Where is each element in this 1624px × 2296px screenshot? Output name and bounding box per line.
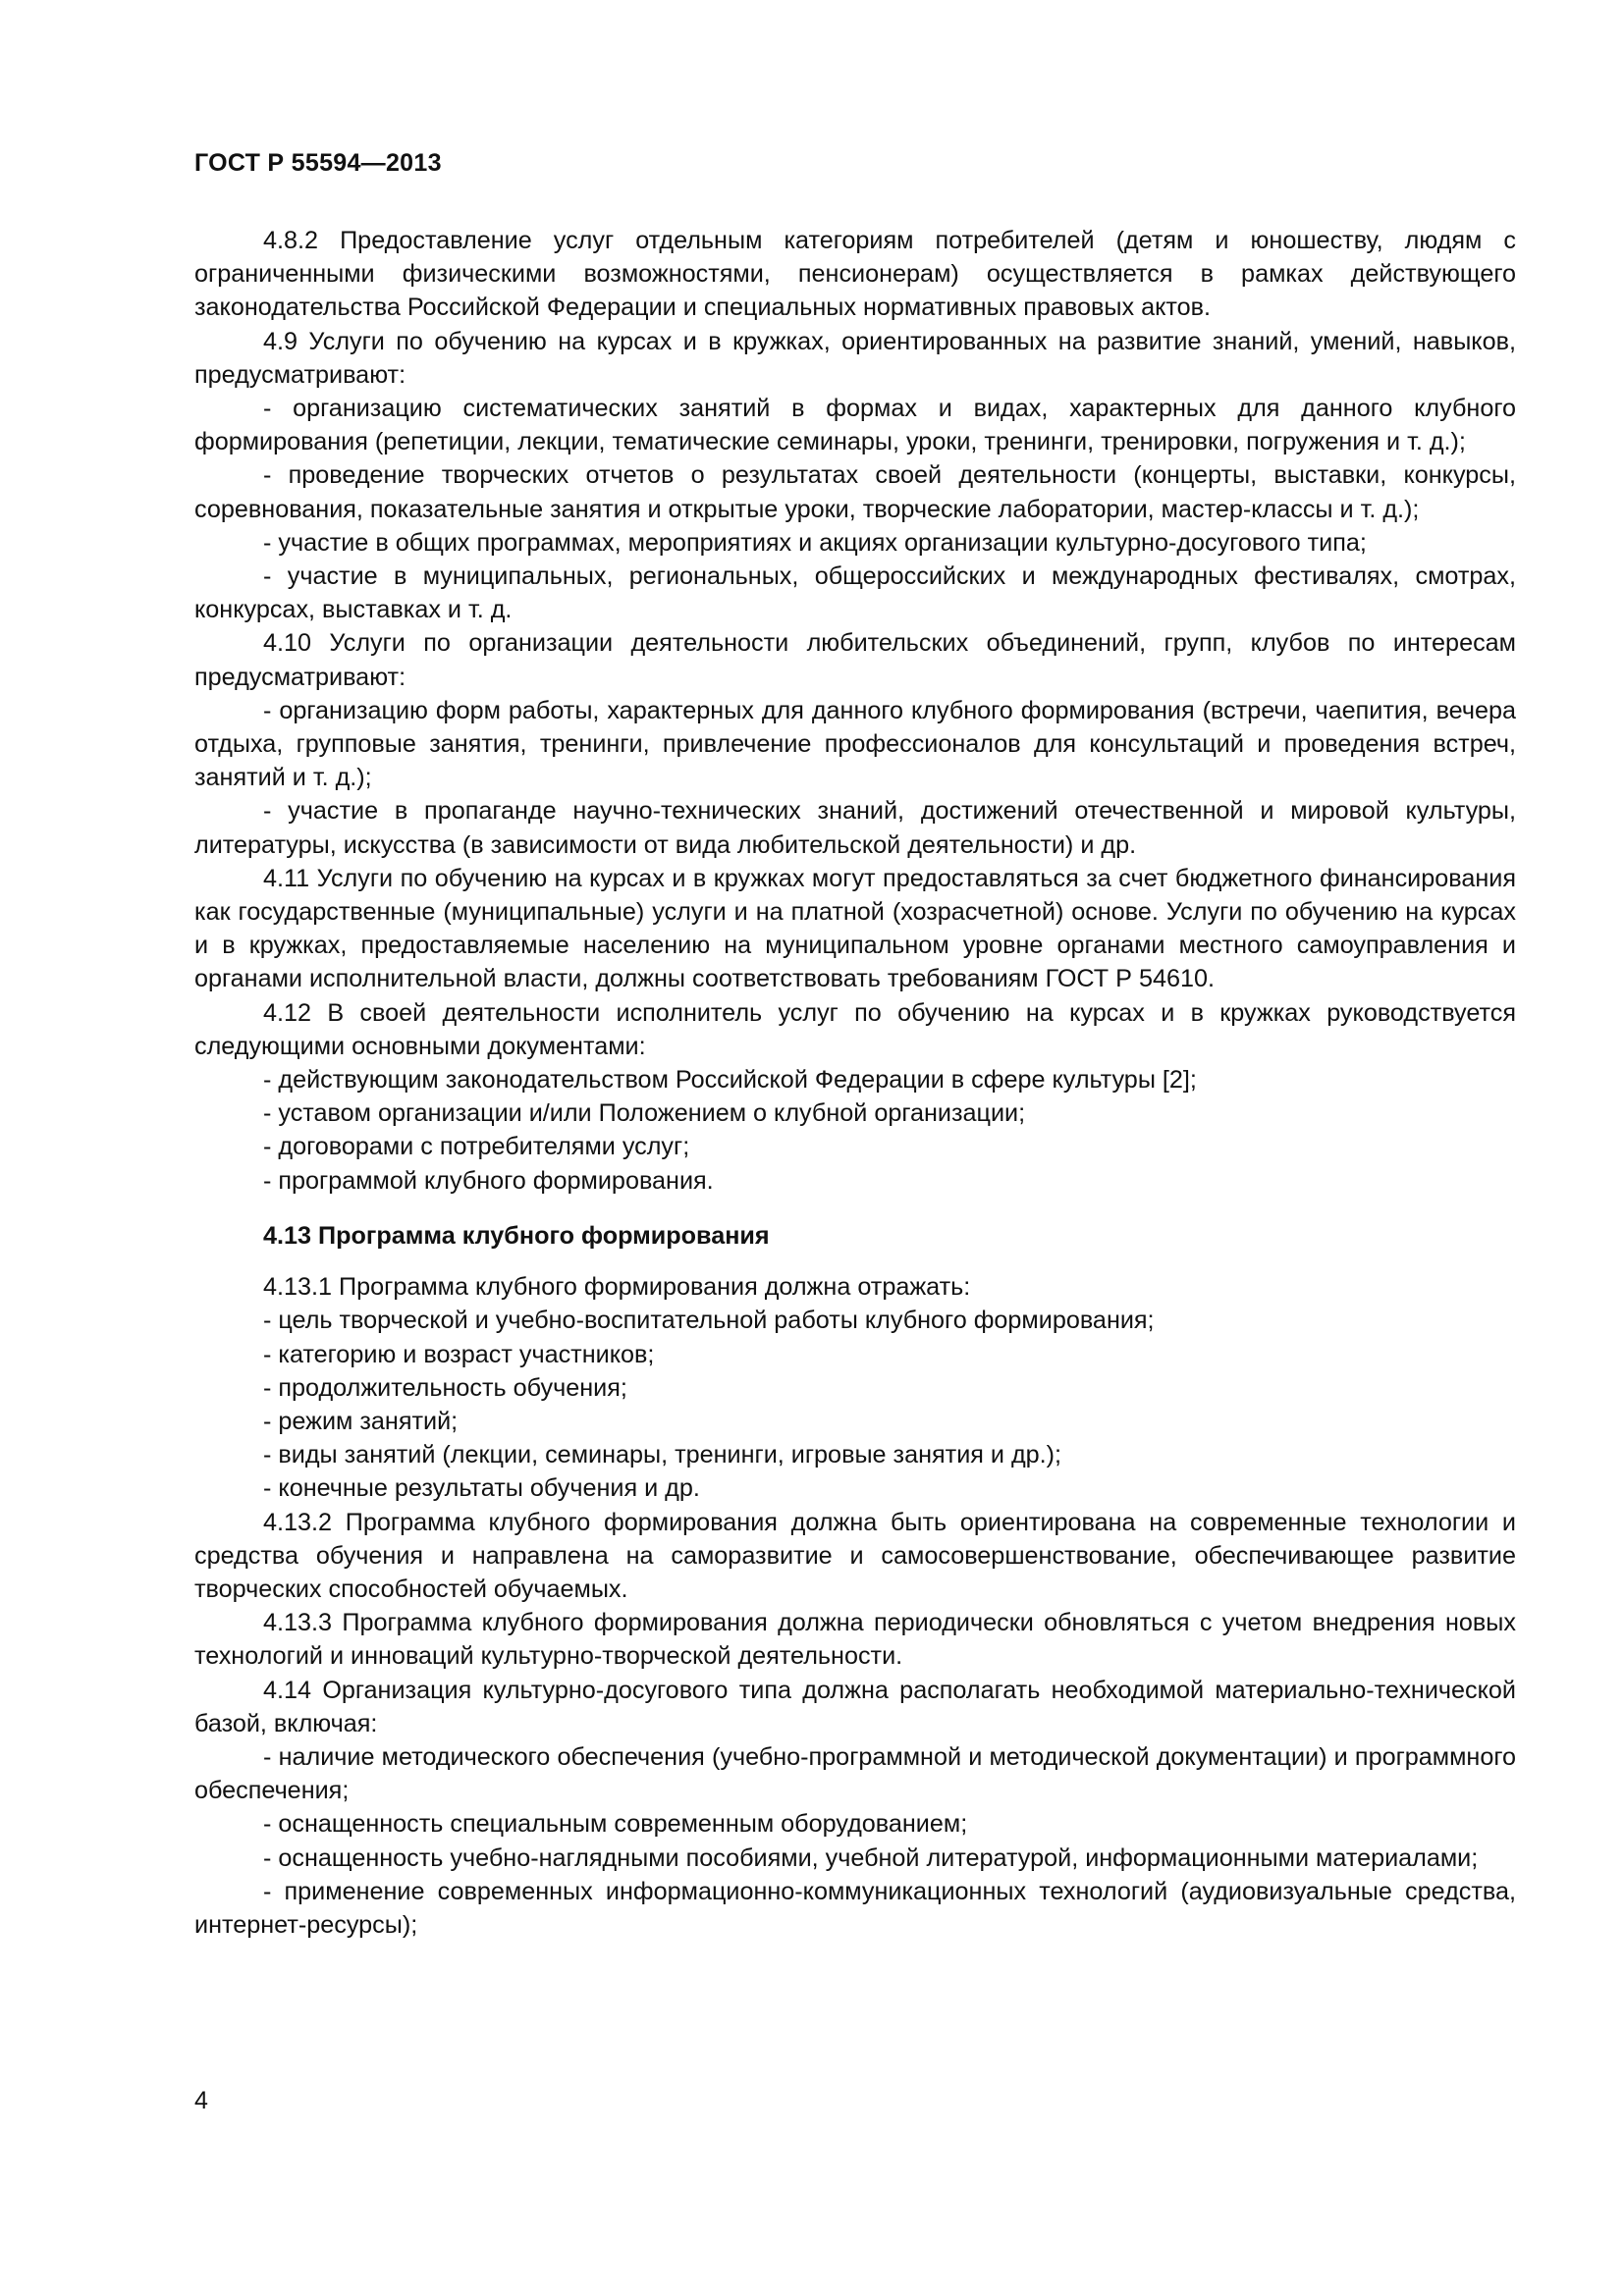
list-item: - организацию систематических занятий в формах и видах, характерных для данного клубного формирования (репетиции, лекции, тематические семинары, уроки, тренинги, тренировки, погружения и т. д.); xyxy=(194,395,1516,456)
paragraph-4-11: 4.11 Услуги по обучению на курсах и в кружках могут предоставляться за счет бюджетного финансирования как государственные (муниципальные) услуги и на платной (хозрасчетной) основе. Услуги по обучению на курсах и в кружках, предоставляемые населению на муниципальном уровне органами местного самоуправления и органами исполнительной власти, должны соответствовать требованиям ГОСТ Р 54610. xyxy=(194,864,1516,993)
list-item: - программой клубного формирования. xyxy=(263,1166,714,1195)
list-item: - участие в пропаганде научно-технических знаний, достижений отечественной и мировой культуры, литературы, искусства (в зависимости от вида любительской деятельности) и др. xyxy=(194,797,1516,859)
list-item: - организацию форм работы, характерных для данного клубного формирования (встречи, чаепития, вечера отдыха, групповые занятия, тренинги, привлечение профессионалов для консультаций и проведения встреч, занятий и т. д.); xyxy=(194,696,1516,792)
list-item: - категорию и возраст участников; xyxy=(263,1340,655,1368)
list-item: - уставом организации и/или Положением о клубной организации; xyxy=(263,1099,1026,1128)
list-item: - участие в муниципальных, региональных, общероссийских и международных фестивалях, смотрах, конкурсах, выставках и т. д. xyxy=(194,562,1516,624)
paragraph-4-13-3: 4.13.3 Программа клубного формирования должна периодически обновляться с учетом внедрения новых технологий и инноваций культурно-творческой деятельности. xyxy=(194,1609,1516,1671)
paragraph-4-13-1: 4.13.1 Программа клубного формирования должна отражать: xyxy=(263,1273,971,1302)
document-body xyxy=(194,224,1516,1942)
paragraph-4-8-2: 4.8.2 Предоставление услуг отдельным категориям потребителей (детям и юношеству, людям с ограниченными физическими возможностями, пенсионерам) осуществляется в рамках действующего законодательства Российской Федерации и специальных нормативных правовых актов. xyxy=(194,227,1516,322)
paragraph-4-13-2: 4.13.2 Программа клубного формирования должна быть ориентирована на современные технологии и средства обучения и направлена на саморазвитие и самосовершенствование, обеспечивающее развитие творческих способностей обучаемых. xyxy=(194,1508,1516,1603)
list-item: - договорами с потребителями услуг; xyxy=(263,1133,690,1161)
paragraph-4-9: 4.9 Услуги по обучению на курсах и в кружках, ориентированных на развитие знаний, умений, навыков, предусматривают: xyxy=(194,327,1516,389)
standard-code-header: ГОСТ Р 55594—2013 xyxy=(194,149,442,177)
list-item: - оснащенность специальным современным оборудованием; xyxy=(263,1810,968,1839)
paragraph-4-10: 4.10 Услуги по организации деятельности любительских объединений, групп, клубов по интересам предусматривают: xyxy=(194,629,1516,691)
list-item: - цель творческой и учебно-воспитательной работы клубного формирования; xyxy=(263,1307,1155,1335)
list-item: - режим занятий; xyxy=(263,1407,459,1435)
list-item: - проведение творческих отчетов о результатах своей деятельности (концерты, выставки, конкурсы, соревнования, показательные занятия и открытые уроки, творческие лаборатории, мастер-классы и т. д.); xyxy=(194,461,1516,523)
list-item: - продолжительность обучения; xyxy=(263,1373,627,1402)
page-number: 4 xyxy=(194,2087,208,2114)
paragraph-4-14: 4.14 Организация культурно-досугового типа должна располагать необходимой материально-технической базой, включая: xyxy=(194,1676,1516,1737)
list-item: - конечные результаты обучения и др. xyxy=(263,1474,700,1503)
paragraph-4-12: 4.12 В своей деятельности исполнитель услуг по обучению на курсах и в кружках руководствуется следующими основными документами: xyxy=(194,998,1516,1060)
list-item: - применение современных информационно-коммуникационных технологий (аудиовизуальные средства, интернет-ресурсы); xyxy=(194,1877,1516,1939)
list-item: - оснащенность учебно-наглядными пособиями, учебной литературой, информационными материалами; xyxy=(263,1843,1479,1872)
list-item: - действующим законодательством Российской Федерации в сфере культуры [2]; xyxy=(263,1066,1197,1095)
list-item: - участие в общих программах, мероприятиях и акциях организации культурно-досугового типа; xyxy=(263,528,1367,557)
section-heading-4-13: 4.13 Программа клубного формирования xyxy=(263,1221,770,1250)
list-item: - наличие методического обеспечения (учебно-программной и методической документации) и программного обеспечения; xyxy=(194,1742,1516,1805)
list-item: - виды занятий (лекции, семинары, тренинги, игровые занятия и др.); xyxy=(263,1441,1062,1469)
